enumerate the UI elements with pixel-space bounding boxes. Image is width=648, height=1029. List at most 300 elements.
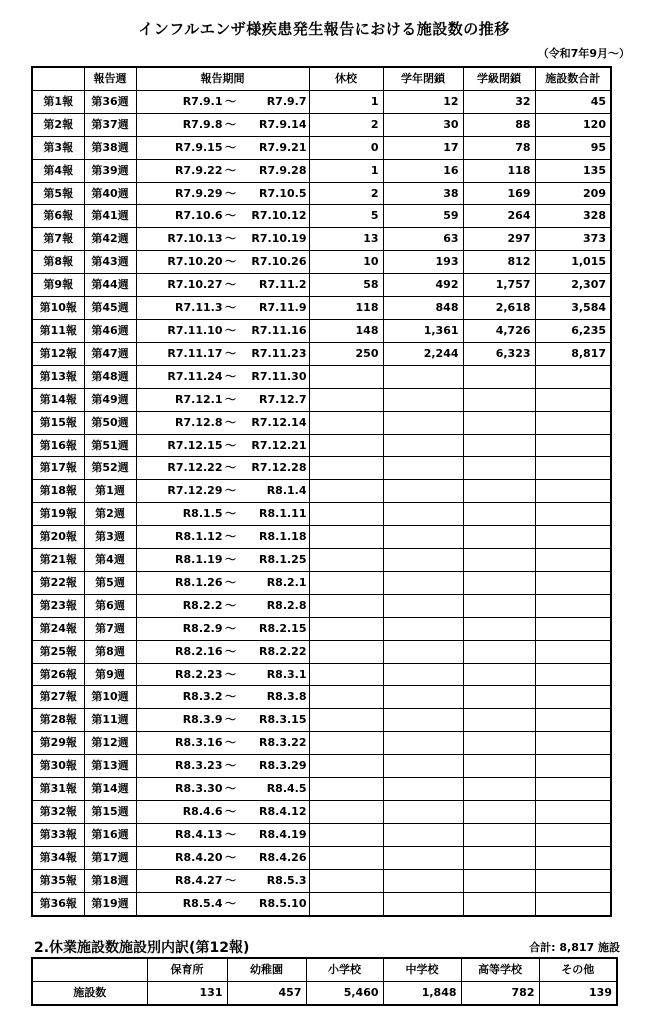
table-row [32,159,611,182]
report-period-cell [136,732,309,755]
report-week-cell: 第46週 [84,319,136,342]
period-start: R8.1.12 [175,530,223,544]
section2-total [529,939,620,955]
grade-closure-cell [383,526,463,549]
period-end: R8.4.12 [259,805,307,818]
period-end: R7.11.9 [259,301,307,315]
grade-closure-cell [383,663,463,686]
period-tilde: ～ [225,873,236,887]
period-tilde: ～ [225,575,236,589]
breakdown-row-label: 施設数 [32,982,147,1006]
facility-total-cell: 328 [535,205,611,228]
table-row [32,640,611,663]
report-week-cell: 第49週 [84,388,136,411]
report-week-cell: 第36週 [84,90,136,113]
page-title: インフルエンザ様疾患発生報告における施設数の推移 [138,20,510,38]
report-period-cell [136,251,309,274]
report-no-cell: 第27報 [32,686,84,709]
class-closure-cell [463,640,535,663]
report-no-cell: 第28報 [32,709,84,732]
table-row [32,411,611,434]
school-closure-cell [309,549,383,572]
period-end: R8.3.1 [266,667,307,681]
class-closure-cell: 4,726 [463,319,535,342]
facility-total-cell [535,801,611,824]
report-week-cell: 第12週 [84,732,136,755]
period-tilde: ～ [225,667,236,681]
school-closure-cell [309,755,383,778]
period-end: R7.9.21 [259,140,307,154]
report-week-cell: 第9週 [84,663,136,686]
table-row [32,663,611,686]
class-closure-cell: 88 [463,113,535,136]
class-closure-cell [463,434,535,457]
period-start: R7.12.22 [167,461,223,475]
facility-total-cell [535,640,611,663]
period-start: R7.12.29 [167,484,223,498]
report-period-cell [136,663,309,686]
report-no-cell: 第35報 [32,869,84,892]
period-tilde: ～ [225,140,236,154]
period-tilde: ～ [225,598,236,612]
report-period-cell [136,297,309,320]
school-closure-cell [309,823,383,846]
class-closure-cell: 2,618 [463,297,535,320]
school-closure-cell [309,709,383,732]
period-start: R8.4.6 [182,805,223,818]
report-no-cell: 第13報 [32,365,84,388]
report-week-cell: 第19週 [84,892,136,915]
value-junior-high: 1,848 [383,982,461,1006]
grade-closure-cell [383,571,463,594]
report-no-cell: 第31報 [32,778,84,801]
class-closure-cell [463,686,535,709]
school-closure-cell [309,663,383,686]
school-closure-cell [309,732,383,755]
period-end: R8.1.11 [259,507,307,521]
header-grade-closure: 学年閉鎖 [383,67,463,90]
facility-trend-table [31,66,612,917]
header-junior-high: 中学校 [383,958,461,982]
report-no-cell: 第33報 [32,823,84,846]
period-end: R8.2.22 [259,644,307,658]
school-closure-cell: 2 [309,182,383,205]
facility-total-cell [535,755,611,778]
period-end: R7.12.28 [251,461,307,475]
total-value: 8,817 [559,941,595,954]
grade-closure-cell: 848 [383,297,463,320]
facility-total-cell [535,526,611,549]
period-start: R8.1.26 [175,575,223,589]
report-no-cell: 第34報 [32,846,84,869]
class-closure-cell [463,823,535,846]
report-no-cell: 第29報 [32,732,84,755]
table-row [32,732,611,755]
report-week-cell: 第17週 [84,846,136,869]
period-tilde: ～ [225,713,236,727]
breakdown-header-row [32,958,617,982]
grade-closure-cell [383,388,463,411]
header-class-closure: 学級閉鎖 [463,67,535,90]
period-start: R8.4.20 [175,850,223,864]
table-row [32,365,611,388]
report-week-cell: 第7週 [84,617,136,640]
period-end: R7.11.30 [251,369,307,383]
table-header-row [32,67,611,90]
school-closure-cell: 250 [309,342,383,365]
table-row [32,434,611,457]
period-end: R8.1.4 [266,484,307,498]
report-period-cell [136,869,309,892]
header-kindergarten: 幼稚園 [227,958,306,982]
class-closure-cell [463,503,535,526]
facility-total-cell [535,594,611,617]
header-school-closure: 休校 [309,67,383,90]
school-closure-cell [309,388,383,411]
class-closure-cell [463,457,535,480]
period-tilde: ～ [225,782,236,796]
report-no-cell: 第30報 [32,755,84,778]
report-period-cell [136,411,309,434]
value-high-school: 782 [461,982,539,1006]
period-end: R7.10.26 [251,255,307,269]
report-week-cell: 第3週 [84,526,136,549]
report-period-cell [136,228,309,251]
report-week-cell: 第10週 [84,686,136,709]
class-closure-cell [463,892,535,915]
table-row [32,388,611,411]
report-period-cell [136,709,309,732]
facility-total-cell: 3,584 [535,297,611,320]
period-start: R7.9.8 [182,117,223,131]
header-high-school: 高等学校 [461,958,539,982]
report-no-cell: 第4報 [32,159,84,182]
header-report-no [32,67,84,90]
report-no-cell: 第23報 [32,594,84,617]
report-week-cell: 第6週 [84,594,136,617]
report-no-cell: 第7報 [32,228,84,251]
report-period-cell [136,480,309,503]
report-period-cell [136,594,309,617]
class-closure-cell [463,571,535,594]
table-row [32,755,611,778]
report-week-cell: 第39週 [84,159,136,182]
facility-total-cell [535,686,611,709]
class-closure-cell [463,869,535,892]
period-end: R8.5.10 [259,896,307,910]
facility-total-cell [535,503,611,526]
period-start: R8.2.2 [182,598,223,612]
period-tilde: ～ [225,415,236,429]
facility-total-cell [535,365,611,388]
period-tilde: ～ [225,94,236,108]
period-start: R7.10.20 [167,255,223,269]
facility-total-cell: 1,015 [535,251,611,274]
period-tilde: ～ [225,827,236,841]
period-tilde: ～ [225,369,236,383]
class-closure-cell [463,709,535,732]
school-closure-cell [309,365,383,388]
grade-closure-cell [383,686,463,709]
report-week-cell: 第13週 [84,755,136,778]
period-tilde: ～ [225,553,236,567]
report-week-cell: 第8週 [84,640,136,663]
table-row [32,617,611,640]
period-tilde: ～ [225,186,236,200]
class-closure-cell: 297 [463,228,535,251]
table-row [32,778,611,801]
report-period-cell [136,365,309,388]
period-tilde: ～ [225,461,236,475]
period-end: R8.1.18 [259,530,307,544]
school-closure-cell [309,594,383,617]
period-tilde: ～ [225,392,236,406]
grade-closure-cell: 193 [383,251,463,274]
period-end: R7.9.14 [259,117,307,131]
table-row [32,182,611,205]
class-closure-cell [463,801,535,824]
facility-total-cell: 135 [535,159,611,182]
grade-closure-cell [383,457,463,480]
period-tilde: ～ [225,736,236,750]
grade-closure-cell [383,594,463,617]
report-no-cell: 第8報 [32,251,84,274]
table-row [32,526,611,549]
report-week-cell: 第43週 [84,251,136,274]
period-end: R8.2.1 [266,575,307,589]
school-closure-cell: 13 [309,228,383,251]
facility-total-cell [535,846,611,869]
class-closure-cell: 1,757 [463,274,535,297]
period-end: R7.10.12 [251,209,307,223]
period-tilde: ～ [225,690,236,704]
school-closure-cell [309,778,383,801]
period-tilde: ～ [225,117,236,131]
report-period-cell [136,90,309,113]
facility-total-cell: 2,307 [535,274,611,297]
grade-closure-cell: 17 [383,136,463,159]
facility-total-cell: 95 [535,136,611,159]
grade-closure-cell [383,480,463,503]
grade-closure-cell: 2,244 [383,342,463,365]
period-tilde: ～ [225,896,236,910]
period-tilde: ～ [225,484,236,498]
report-period-cell [136,801,309,824]
report-week-cell: 第44週 [84,274,136,297]
report-no-cell: 第9報 [32,274,84,297]
grade-closure-cell [383,640,463,663]
period-start: R7.11.10 [167,323,223,337]
report-week-cell: 第14週 [84,778,136,801]
school-closure-cell: 5 [309,205,383,228]
table-row [32,823,611,846]
facility-total-cell [535,892,611,915]
period-end: R8.3.29 [259,759,307,773]
facility-total-cell [535,663,611,686]
facility-total-cell [535,732,611,755]
report-no-cell: 第14報 [32,388,84,411]
facility-total-cell [535,778,611,801]
period-start: R7.11.17 [167,346,223,360]
report-period-cell [136,274,309,297]
class-closure-cell: 118 [463,159,535,182]
period-end: R7.11.16 [251,323,307,337]
period-start: R7.9.22 [175,163,223,177]
period-start: R8.3.2 [182,690,223,704]
facility-total-cell [535,617,611,640]
school-closure-cell: 148 [309,319,383,342]
report-week-cell: 第18週 [84,869,136,892]
table-row [32,594,611,617]
class-closure-cell: 32 [463,90,535,113]
grade-closure-cell [383,365,463,388]
facility-total-cell: 6,235 [535,319,611,342]
report-period-cell [136,457,309,480]
report-no-cell: 第18報 [32,480,84,503]
report-week-cell: 第5週 [84,571,136,594]
table-row [32,892,611,915]
period-end: R8.4.5 [266,782,307,796]
class-closure-cell [463,365,535,388]
school-closure-cell [309,434,383,457]
report-week-cell: 第16週 [84,823,136,846]
breakdown-value-row [32,982,617,1006]
report-no-cell: 第3報 [32,136,84,159]
section2-title: 2.休業施設数施設別内訳(第12報) [34,940,250,956]
period-tilde: ～ [225,209,236,223]
grade-closure-cell: 59 [383,205,463,228]
class-closure-cell [463,549,535,572]
report-week-cell: 第38週 [84,136,136,159]
report-period-cell [136,113,309,136]
period-start: R7.11.24 [167,369,223,383]
school-closure-cell [309,411,383,434]
school-closure-cell: 1 [309,159,383,182]
header-report-week: 報告週 [84,67,136,90]
school-closure-cell: 58 [309,274,383,297]
report-no-cell: 第16報 [32,434,84,457]
facility-total-cell [535,709,611,732]
period-tilde: ～ [225,759,236,773]
report-week-cell: 第37週 [84,113,136,136]
school-closure-cell [309,846,383,869]
report-period-cell [136,640,309,663]
period-end: R7.10.19 [251,232,307,246]
grade-closure-cell: 38 [383,182,463,205]
period-start: R8.3.16 [175,736,223,750]
period-tilde: ～ [225,507,236,521]
header-elementary: 小学校 [306,958,383,982]
grade-closure-cell [383,411,463,434]
report-week-cell: 第47週 [84,342,136,365]
report-week-cell: 第4週 [84,549,136,572]
class-closure-cell [463,755,535,778]
report-period-cell [136,571,309,594]
facility-breakdown-table [31,957,618,1006]
period-tilde: ～ [225,530,236,544]
table-row [32,869,611,892]
period-tilde: ～ [225,805,236,818]
period-end: R7.9.28 [259,163,307,177]
header-facility-total: 施設数合計 [535,67,611,90]
grade-closure-cell [383,892,463,915]
period-start: R8.4.27 [175,873,223,887]
grade-closure-cell [383,846,463,869]
total-unit: 施設 [598,941,620,954]
period-end: R7.9.7 [266,94,307,108]
school-closure-cell: 118 [309,297,383,320]
class-closure-cell [463,663,535,686]
table-row [32,113,611,136]
period-start: R7.10.13 [167,232,223,246]
class-closure-cell: 169 [463,182,535,205]
period-tilde: ～ [225,301,236,315]
facility-total-cell: 120 [535,113,611,136]
report-no-cell: 第5報 [32,182,84,205]
report-no-cell: 第36報 [32,892,84,915]
report-period-cell [136,182,309,205]
report-period-cell [136,503,309,526]
report-week-cell: 第51週 [84,434,136,457]
report-period-cell [136,823,309,846]
school-closure-cell [309,640,383,663]
class-closure-cell [463,617,535,640]
table-row [32,457,611,480]
table-row [32,801,611,824]
class-closure-cell [463,480,535,503]
header-report-period: 報告期間 [136,67,309,90]
report-week-cell: 第41週 [84,205,136,228]
report-period-cell [136,778,309,801]
period-end: R7.12.21 [251,438,307,452]
report-no-cell: 第1報 [32,90,84,113]
class-closure-cell [463,411,535,434]
table-row [32,136,611,159]
period-start: R8.5.4 [182,896,223,910]
period-end: R7.11.23 [251,346,307,360]
period-end: R8.3.15 [259,713,307,727]
report-week-cell: 第45週 [84,297,136,320]
period-start: R8.1.19 [175,553,223,567]
report-period-cell [136,686,309,709]
report-period-cell [136,136,309,159]
facility-total-cell [535,549,611,572]
report-no-cell: 第11報 [32,319,84,342]
school-closure-cell [309,686,383,709]
report-week-cell: 第50週 [84,411,136,434]
period-start: R7.11.3 [175,301,223,315]
report-no-cell: 第19報 [32,503,84,526]
table-row [32,549,611,572]
report-no-cell: 第20報 [32,526,84,549]
grade-closure-cell: 1,361 [383,319,463,342]
school-closure-cell [309,571,383,594]
report-period-cell [136,205,309,228]
period-tilde: ～ [225,323,236,337]
table-row [32,319,611,342]
period-tilde: ～ [225,438,236,452]
grade-closure-cell: 492 [383,274,463,297]
facility-total-cell: 45 [535,90,611,113]
grade-closure-cell [383,709,463,732]
report-week-cell: 第11週 [84,709,136,732]
period-start: R7.9.1 [182,94,223,108]
period-tilde: ～ [225,163,236,177]
period-end: R7.10.5 [259,186,307,200]
school-closure-cell [309,503,383,526]
report-period-cell [136,526,309,549]
facility-total-cell [535,571,611,594]
